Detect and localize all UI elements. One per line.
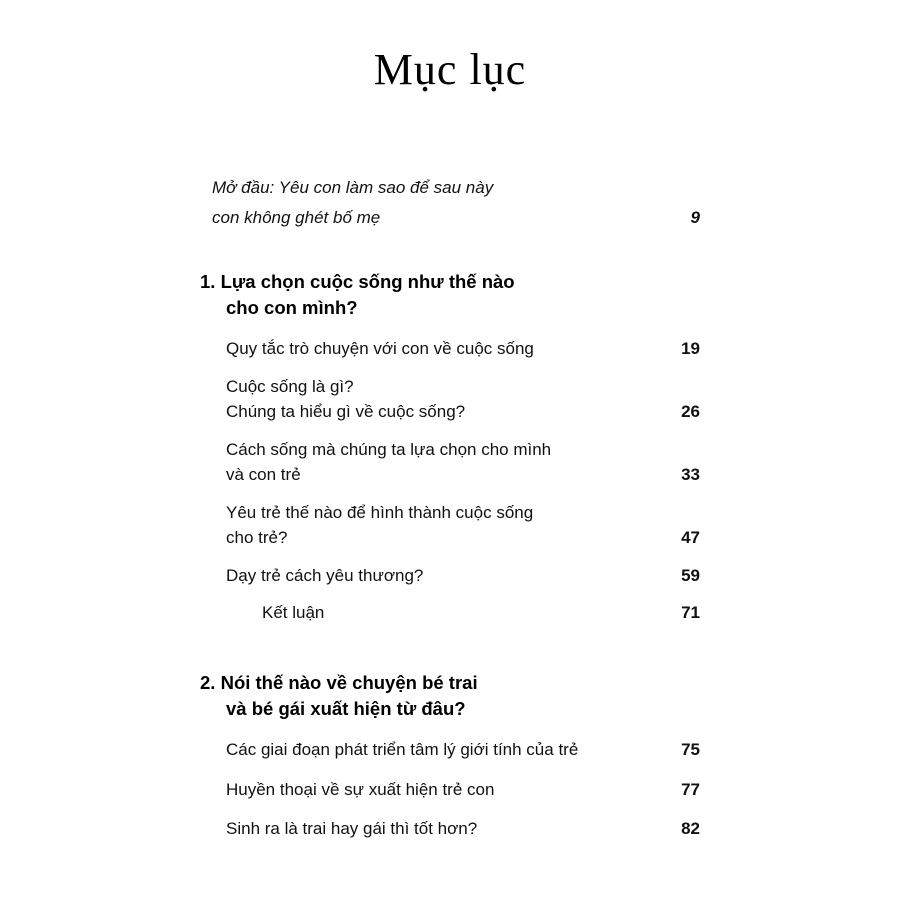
toc-entry-label: Sinh ra là trai hay gái thì tốt hơn? <box>226 819 478 839</box>
chapter-1-title-line-2: cho con mình? <box>226 297 358 319</box>
preface-line-1: Mở đầu: Yêu con làm sao để sau này <box>212 178 494 197</box>
toc-entry[interactable] <box>226 563 700 589</box>
toc-entry-page: 33 <box>681 465 700 485</box>
toc-entry-label-line-2: cho trẻ? <box>226 528 288 548</box>
chapter-1-title-line-1: Lựa chọn cuộc sống như thế nào <box>220 270 515 292</box>
preface-page-number: 9 <box>690 207 700 227</box>
toc-entry-label <box>226 374 666 425</box>
preface-line-2-row <box>200 203 700 233</box>
toc-entry-page: 26 <box>681 402 700 422</box>
toc-entry[interactable] <box>226 777 700 803</box>
toc-entry[interactable] <box>226 500 700 551</box>
toc-entry-page: 82 <box>681 819 700 839</box>
toc-entry-label: Dạy trẻ cách yêu thương? <box>226 565 424 585</box>
chapter-2-number: 2. <box>200 671 216 693</box>
chapter-2-title-line-1: Nói thế nào về chuyện bé trai <box>220 671 478 693</box>
page-title: Mục lục <box>373 45 527 94</box>
chapter-1-entries <box>200 336 700 626</box>
chapter-2-entries <box>200 737 700 842</box>
toc-entry-page: 77 <box>681 779 700 799</box>
toc-entry[interactable] <box>226 816 700 842</box>
chapter-1-number: 1. <box>200 270 216 292</box>
chapter-2 <box>200 670 700 842</box>
toc-entry-label-line-1: Cách sống mà chúng ta lựa chọn cho mình <box>226 439 552 459</box>
toc-entry[interactable] <box>226 374 700 425</box>
toc-entry-label: Kết luận <box>262 603 325 623</box>
toc-entry-page: 75 <box>681 740 700 760</box>
toc-entry-page: 59 <box>681 565 700 585</box>
toc-entry[interactable] <box>226 600 700 626</box>
toc-entry-label: Quy tắc trò chuyện với con về cuộc sống <box>226 339 534 359</box>
chapter-2-title-line-2: và bé gái xuất hiện từ đâu? <box>226 698 466 720</box>
preface-entry <box>200 173 700 233</box>
toc-entry-label <box>226 500 666 551</box>
preface-line-2: con không ghét bố mẹ <box>212 207 381 227</box>
chapter-1 <box>200 269 700 626</box>
toc-entry[interactable] <box>226 737 700 763</box>
toc-entry[interactable] <box>226 437 700 488</box>
toc-entry-page: 47 <box>681 528 700 548</box>
toc-content <box>200 95 700 842</box>
toc-entry-label-line-2: Chúng ta hiểu gì về cuộc sống? <box>226 402 466 422</box>
toc-entry-page: 19 <box>681 339 700 359</box>
toc-entry[interactable] <box>226 336 700 362</box>
toc-entry-label: Huyền thoại về sự xuất hiện trẻ con <box>226 779 495 799</box>
chapter-2-title <box>200 670 700 724</box>
toc-entry-page: 71 <box>681 603 700 623</box>
toc-entry-label-line-2: và con trẻ <box>226 465 301 485</box>
toc-entry-label <box>226 437 666 488</box>
chapter-1-title <box>200 269 700 323</box>
toc-entry-label-line-1: Cuộc sống là gì? <box>226 376 354 396</box>
toc-entry-label-line-1: Yêu trẻ thế nào để hình thành cuộc sống <box>226 502 534 522</box>
toc-entry-label: Các giai đoạn phát triển tâm lý giới tính của trẻ <box>226 740 579 760</box>
